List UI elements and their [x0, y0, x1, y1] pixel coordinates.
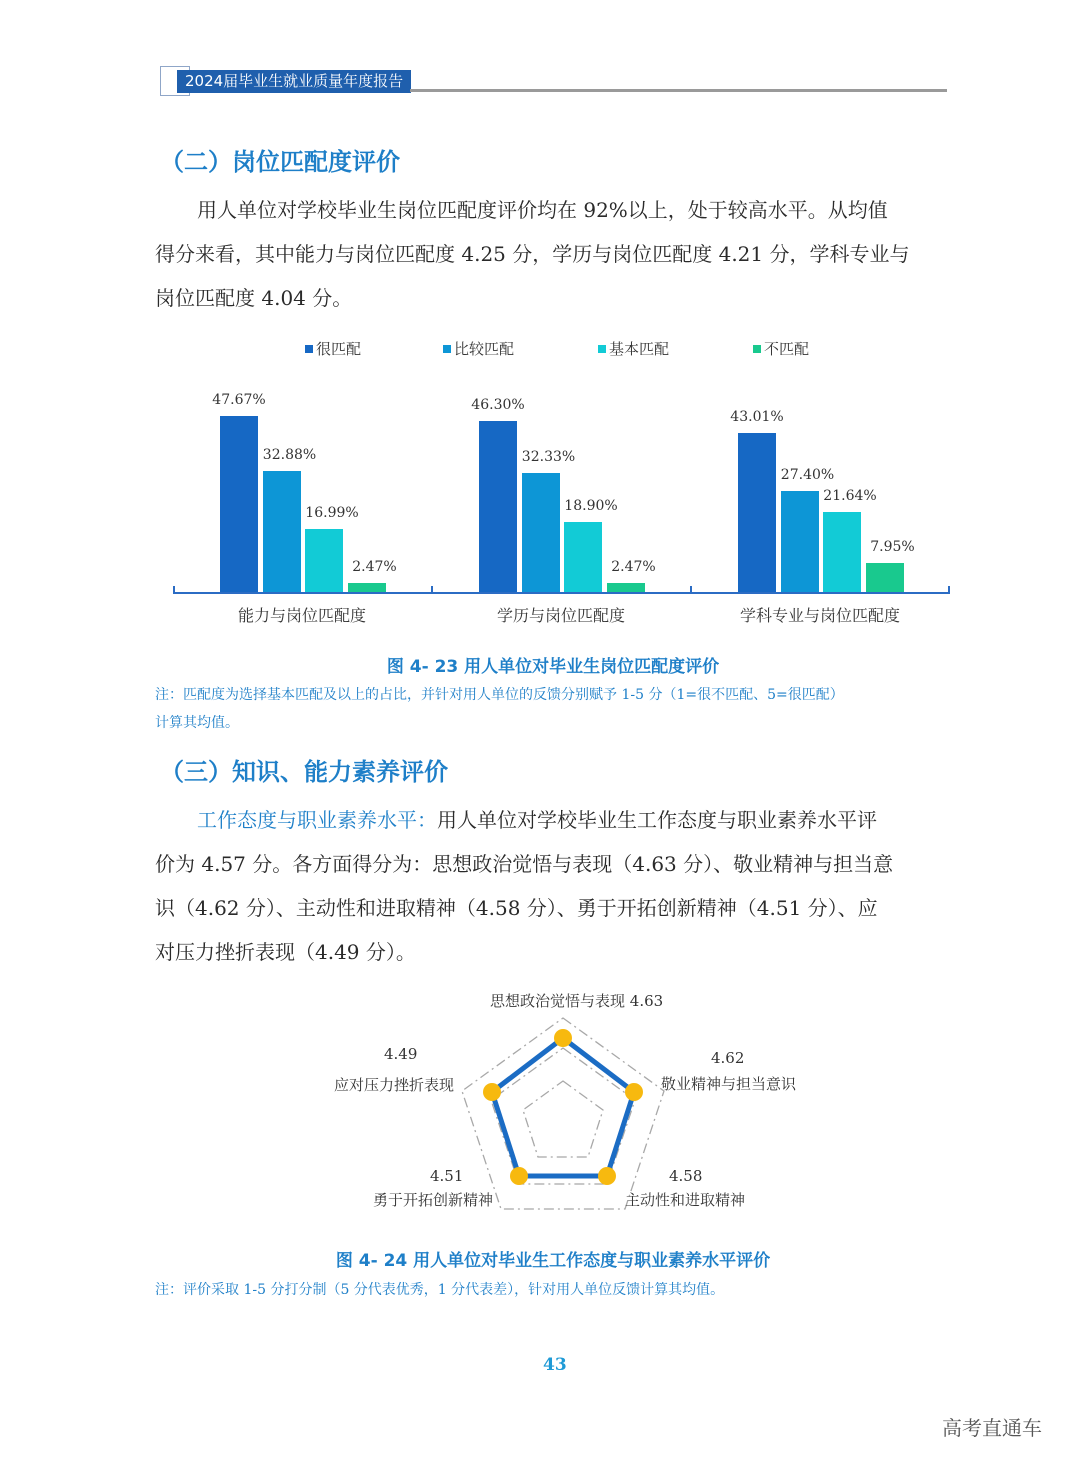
bar-value-label: 21.64% — [823, 488, 877, 505]
legend-label: 很匹配 — [316, 340, 362, 358]
category-label: 能力与岗位匹配度 — [237, 606, 367, 625]
bar-value-label: 16.99% — [305, 505, 359, 522]
paragraph-line: 识（4.62 分）、主动性和进取精神（4.58 分）、勇于开拓创新精神（4.51 分）、应 — [155, 896, 878, 920]
bar-value-label: 32.88% — [262, 446, 317, 463]
legend-label: 基本匹配 — [609, 340, 670, 358]
radar-series-line — [492, 1038, 634, 1176]
paragraph-line: 价为 4.57 分。各方面得分为：思想政治觉悟与表现（4.63 分）、敬业精神与担当意 — [155, 852, 894, 876]
bar-value-label: 2.47% — [611, 558, 656, 575]
bar-value-label: 7.95% — [870, 538, 915, 555]
watermark: 高考直通车 — [942, 1416, 1042, 1440]
radar-label-innovation: 勇于开拓创新精神 — [373, 1191, 494, 1209]
page-number: 43 — [543, 1355, 567, 1375]
bar-value-label: 18.90% — [564, 498, 618, 515]
paragraph-line: 工作态度与职业素养水平：用人单位对学校毕业生工作态度与职业素养水平评 — [197, 808, 877, 832]
note-line: 计算其均值。 — [155, 715, 239, 731]
legend-label: 比较匹配 — [454, 340, 515, 358]
section-title-knowledge-ability: （三）知识、能力素养评价 — [160, 758, 448, 786]
section-title-job-match: （二）岗位匹配度评价 — [160, 148, 400, 176]
radar-value-initiative: 4.58 — [669, 1167, 703, 1185]
paragraph-line: 岗位匹配度 4.04 分。 — [155, 286, 353, 310]
bar-value-label: 32.33% — [521, 448, 576, 465]
figure-note-4-24: 注：评价采取 1-5 分打分制（5 分代表优秀，1 分代表差），针对用人单位反馈计算其均值。 — [155, 1282, 725, 1298]
radar-label-dedication: 敬业精神与担当意识 — [661, 1075, 797, 1093]
report-header-title: 2024届毕业生就业质量年度报告 — [177, 70, 411, 93]
paragraph-line: 对压力挫折表现（4.49 分）。 — [155, 940, 416, 964]
category-label: 学科专业与岗位匹配度 — [739, 606, 901, 625]
note-line: 注：匹配度为选择基本匹配及以上的占比，并针对用人单位的反馈分别赋予 1-5 分（1=很不匹配、5=很匹配） — [155, 687, 844, 703]
highlight-term: 工作态度与职业素养水平： — [197, 808, 437, 832]
paragraph-line: 用人单位对学校毕业生岗位匹配度评价均在 92%以上，处于较高水平。从均值 — [197, 198, 888, 222]
bar-value-label: 27.40% — [780, 466, 835, 483]
figure-caption-4-24: 图 4- 24 用人单位对毕业生工作态度与职业素养水平评价 — [335, 1251, 771, 1271]
radar-value-innovation: 4.51 — [430, 1167, 464, 1185]
figure-caption-4-23: 图 4- 23 用人单位对毕业生岗位匹配度评价 — [386, 657, 720, 677]
radar-label-pressure: 应对压力挫折表现 — [334, 1076, 455, 1094]
radar-markers — [483, 1029, 643, 1185]
bar-value-label: 47.67% — [212, 392, 266, 409]
radar-label-political: 思想政治觉悟与表现 4.63 — [490, 992, 664, 1010]
radar-value-pressure: 4.49 — [384, 1045, 418, 1063]
category-label: 学历与岗位匹配度 — [496, 606, 626, 625]
bar-value-label: 43.01% — [730, 409, 784, 426]
radar-value-dedication: 4.62 — [711, 1049, 745, 1067]
legend-label: 不匹配 — [764, 340, 810, 358]
bar-value-label: 2.47% — [352, 558, 397, 575]
radar-label-initiative: 主动性和进取精神 — [625, 1191, 746, 1209]
paragraph-line: 得分来看，其中能力与岗位匹配度 4.25 分，学历与岗位匹配度 4.21 分，学科专业与 — [155, 242, 910, 266]
bar-value-label: 46.30% — [471, 397, 525, 414]
